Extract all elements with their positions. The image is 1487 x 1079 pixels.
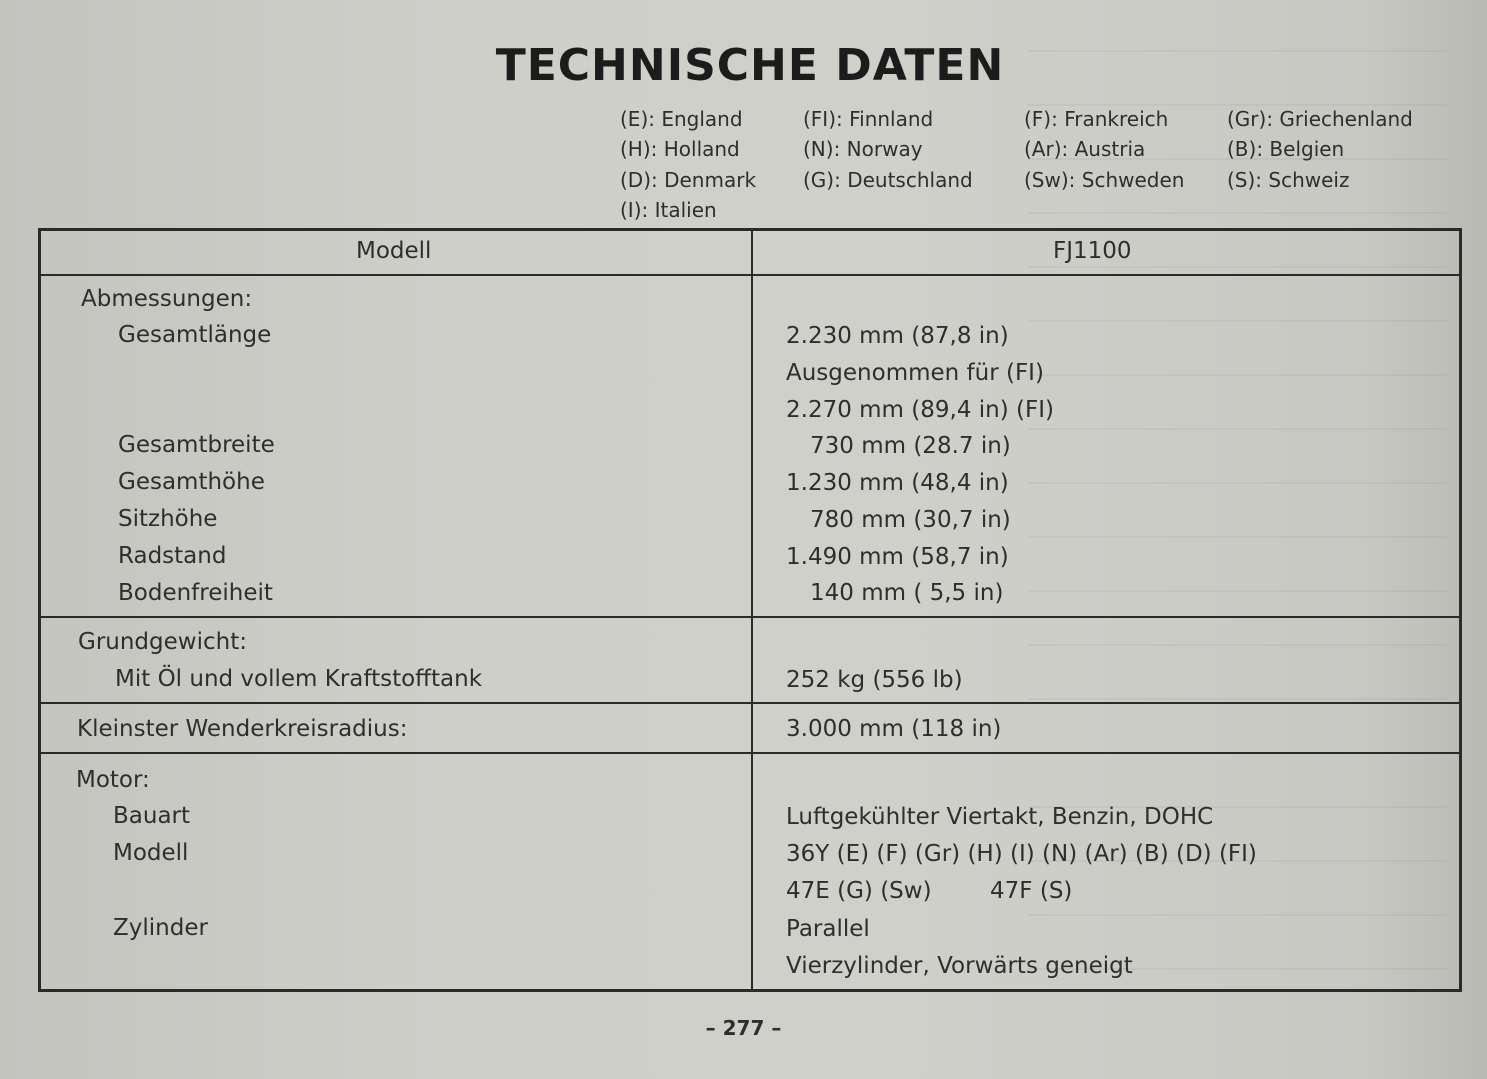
row-value-cylinders-2: Vierzylinder, Vorwärts geneigt: [786, 953, 1133, 979]
row-value-ground-clearance: 140 mm ( 5,5 in): [810, 580, 1004, 606]
legend-holland: (H): Holland: [620, 137, 740, 161]
row-label-ground-clearance: Bodenfreiheit: [118, 580, 273, 606]
row-label-engine-model: Modell: [113, 840, 189, 866]
legend-austria: (Ar): Austria: [1024, 137, 1146, 161]
section-heading-turning-radius: Kleinster Wenderkreisradius:: [77, 716, 408, 742]
section-heading-engine: Motor:: [76, 767, 150, 793]
row-label-width: Gesamtbreite: [118, 432, 275, 458]
row-label-wheelbase: Radstand: [118, 543, 227, 569]
row-value-turning-radius: 3.000 mm (118 in): [786, 716, 1002, 742]
legend-schweiz: (S): Schweiz: [1227, 168, 1350, 192]
row-value-engine-type: Luftgekühlter Viertakt, Benzin, DOHC: [786, 804, 1214, 830]
row-label-cylinders: Zylinder: [113, 915, 208, 941]
legend-italien: (I): Italien: [620, 198, 717, 222]
legend-finnland: (FI): Finnland: [803, 107, 934, 131]
row-label-length: Gesamtlänge: [118, 322, 272, 348]
row-value-wheelbase: 1.490 mm (58,7 in): [786, 544, 1009, 570]
section-divider-3: [41, 752, 1459, 754]
header-model-value: FJ1100: [1053, 238, 1132, 264]
legend-england: (E): England: [620, 107, 743, 131]
section-divider-2: [41, 702, 1459, 704]
row-label-weight: Mit Öl und vollem Kraftstofftank: [115, 666, 483, 692]
legend-frankreich: (F): Frankreich: [1024, 107, 1169, 131]
legend-deutschland: (G): Deutschland: [803, 168, 973, 192]
legend-norway: (N): Norway: [803, 137, 923, 161]
row-value-length-exception-note: Ausgenommen für (FI): [786, 360, 1044, 386]
row-value-weight: 252 kg (556 lb): [786, 667, 963, 693]
legend-griechenland: (Gr): Griechenland: [1227, 107, 1413, 131]
row-value-seat-height: 780 mm (30,7 in): [810, 507, 1011, 533]
section-divider-1: [41, 616, 1459, 618]
row-value-width: 730 mm (28.7 in): [810, 433, 1011, 459]
page-number: – 277 –: [705, 1016, 782, 1040]
row-value-engine-model-2: 47E (G) (Sw) 47F (S): [786, 878, 1073, 904]
header-divider: [41, 274, 1459, 276]
row-value-cylinders: Parallel: [786, 916, 870, 942]
row-label-engine-type: Bauart: [113, 803, 191, 829]
legend-denmark: (D): Denmark: [620, 168, 757, 192]
row-value-length-exception: 2.270 mm (89,4 in) (FI): [786, 397, 1054, 423]
row-value-engine-model: 36Y (E) (F) (Gr) (H) (I) (N) (Ar) (B) (D) (FI): [786, 841, 1257, 867]
row-value-length: 2.230 mm (87,8 in): [786, 323, 1009, 349]
page-title: TECHNISCHE DATEN: [495, 40, 1005, 91]
legend-schweden: (Sw): Schweden: [1024, 168, 1185, 192]
section-heading-dimensions: Abmessungen:: [81, 286, 253, 312]
row-value-height: 1.230 mm (48,4 in): [786, 470, 1009, 496]
column-divider: [751, 231, 753, 989]
spec-table: [38, 228, 1462, 992]
legend-belgien: (B): Belgien: [1227, 137, 1345, 161]
header-model-label: Modell: [356, 238, 432, 264]
section-heading-weight: Grundgewicht:: [78, 629, 247, 655]
row-label-height: Gesamthöhe: [118, 469, 265, 495]
row-label-seat-height: Sitzhöhe: [118, 506, 218, 532]
